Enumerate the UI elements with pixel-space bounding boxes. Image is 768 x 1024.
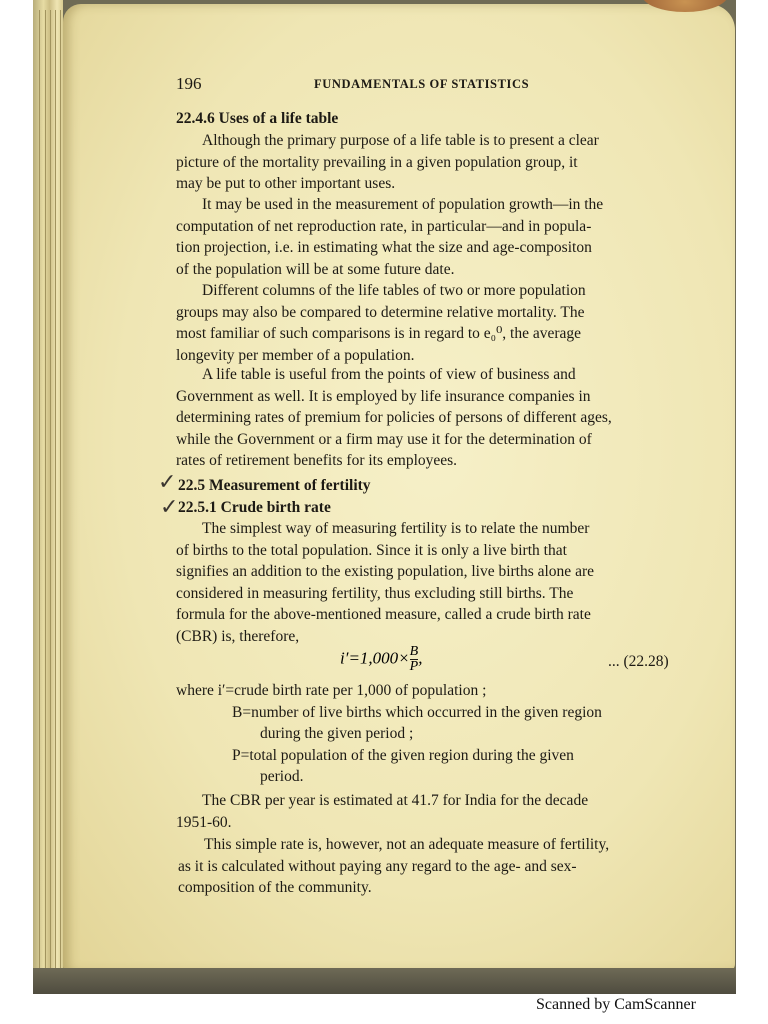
equation-number: ... (22.28) xyxy=(608,653,669,670)
text-line: It may be used in the measurement of population growth—in the xyxy=(202,196,604,213)
paragraph-simple-rate xyxy=(178,834,698,899)
paragraph-business-government xyxy=(176,364,696,472)
text-line: signifies an addition to the existing population, live births alone are xyxy=(176,563,594,580)
heading-22-5-1: 22.5.1 Crude birth rate xyxy=(178,499,331,516)
heading-22-4-6: 22.4.6 Uses of a life table xyxy=(176,110,339,127)
paragraph-life-table-purpose xyxy=(176,130,696,195)
text-line: (CBR) is, therefore, xyxy=(176,627,300,645)
running-title: FUNDAMENTALS OF STATISTICS xyxy=(314,77,530,91)
paragraph-relative-mortality xyxy=(176,280,696,366)
text-line: longevity per member of a population. xyxy=(176,346,415,364)
text-line: rates of retirement benefits for its employees. xyxy=(176,452,458,469)
text-line: most familiar of such comparisons is in regard to e₀⁰, the average xyxy=(176,325,582,342)
paragraph-cbr-india xyxy=(176,790,696,833)
formula-denominator: P xyxy=(409,659,419,674)
text-line: formula for the above-mentioned measure, called a crude birth rate xyxy=(176,606,591,623)
definition-line: B=number of live births which occurred in the given region xyxy=(232,703,602,721)
text-line: may be put to other important uses. xyxy=(176,175,396,192)
text-line: as it is calculated without paying any regard to the age- and sex- xyxy=(178,857,577,875)
text-line: tion projection, i.e. in estimating what the size and age-compositon xyxy=(176,239,592,256)
text-line: Different columns of the life tables of two or more population xyxy=(202,282,586,299)
text-line: determining rates of premium for policies of persons of different ages, xyxy=(176,409,612,426)
text-line: considered in measuring fertility, thus excluding still births. The xyxy=(176,584,574,602)
bottom-shadow xyxy=(33,968,736,994)
definition-line: during the given period ; xyxy=(260,725,414,742)
text-line: of births to the total population. Since it is only a live birth that xyxy=(176,541,567,559)
text-line: computation of net reproduction rate, in particular—and in popula- xyxy=(176,217,592,235)
heading-22-5: 22.5 Measurement of fertility xyxy=(178,477,371,494)
page-stack-edges xyxy=(33,0,63,994)
page-number: 196 xyxy=(176,74,202,93)
paragraph-population-growth xyxy=(176,194,696,280)
formula-crude-birth-rate xyxy=(340,645,422,674)
text-line: This simple rate is, however, not an adequate measure of fertility, xyxy=(204,836,610,853)
formula-numerator: B xyxy=(409,644,419,659)
text-line: A life table is useful from the points of view of business and xyxy=(202,366,576,383)
text-line: while the Government or a firm may use it for the determination of xyxy=(176,430,592,448)
checkmark-icon: ✓ xyxy=(158,470,177,495)
definition-line: period. xyxy=(260,768,304,785)
paragraph-crude-birth-rate xyxy=(176,518,696,647)
text-line: The CBR per year is estimated at 41.7 for India for the decade xyxy=(202,792,589,809)
definitions-list xyxy=(176,680,696,788)
text-line: picture of the mortality prevailing in a given population group, it xyxy=(176,153,578,171)
scanner-watermark: Scanned by CamScanner xyxy=(536,996,696,1013)
checkmark-icon: ✓ xyxy=(160,495,179,520)
text-line: groups may also be compared to determine relative mortality. The xyxy=(176,303,585,321)
text-line: composition of the community. xyxy=(178,879,372,896)
text-line: 1951-60. xyxy=(176,813,232,831)
text-line: Government as well. It is employed by life insurance companies in xyxy=(176,387,591,405)
text-line: of the population will be at some future date. xyxy=(176,260,455,278)
definition-line: P=total population of the given region during the given xyxy=(232,746,574,764)
formula-fraction xyxy=(410,645,419,674)
formula-tail: , xyxy=(418,648,423,668)
text-line: Although the primary purpose of a life table is to present a clear xyxy=(202,132,599,149)
text-line: The simplest way of measuring fertility is to relate the number xyxy=(202,520,590,537)
formula-lhs: i′=1,000× xyxy=(340,648,410,668)
definition-line: where i′=crude birth rate per 1,000 of population ; xyxy=(176,682,487,699)
